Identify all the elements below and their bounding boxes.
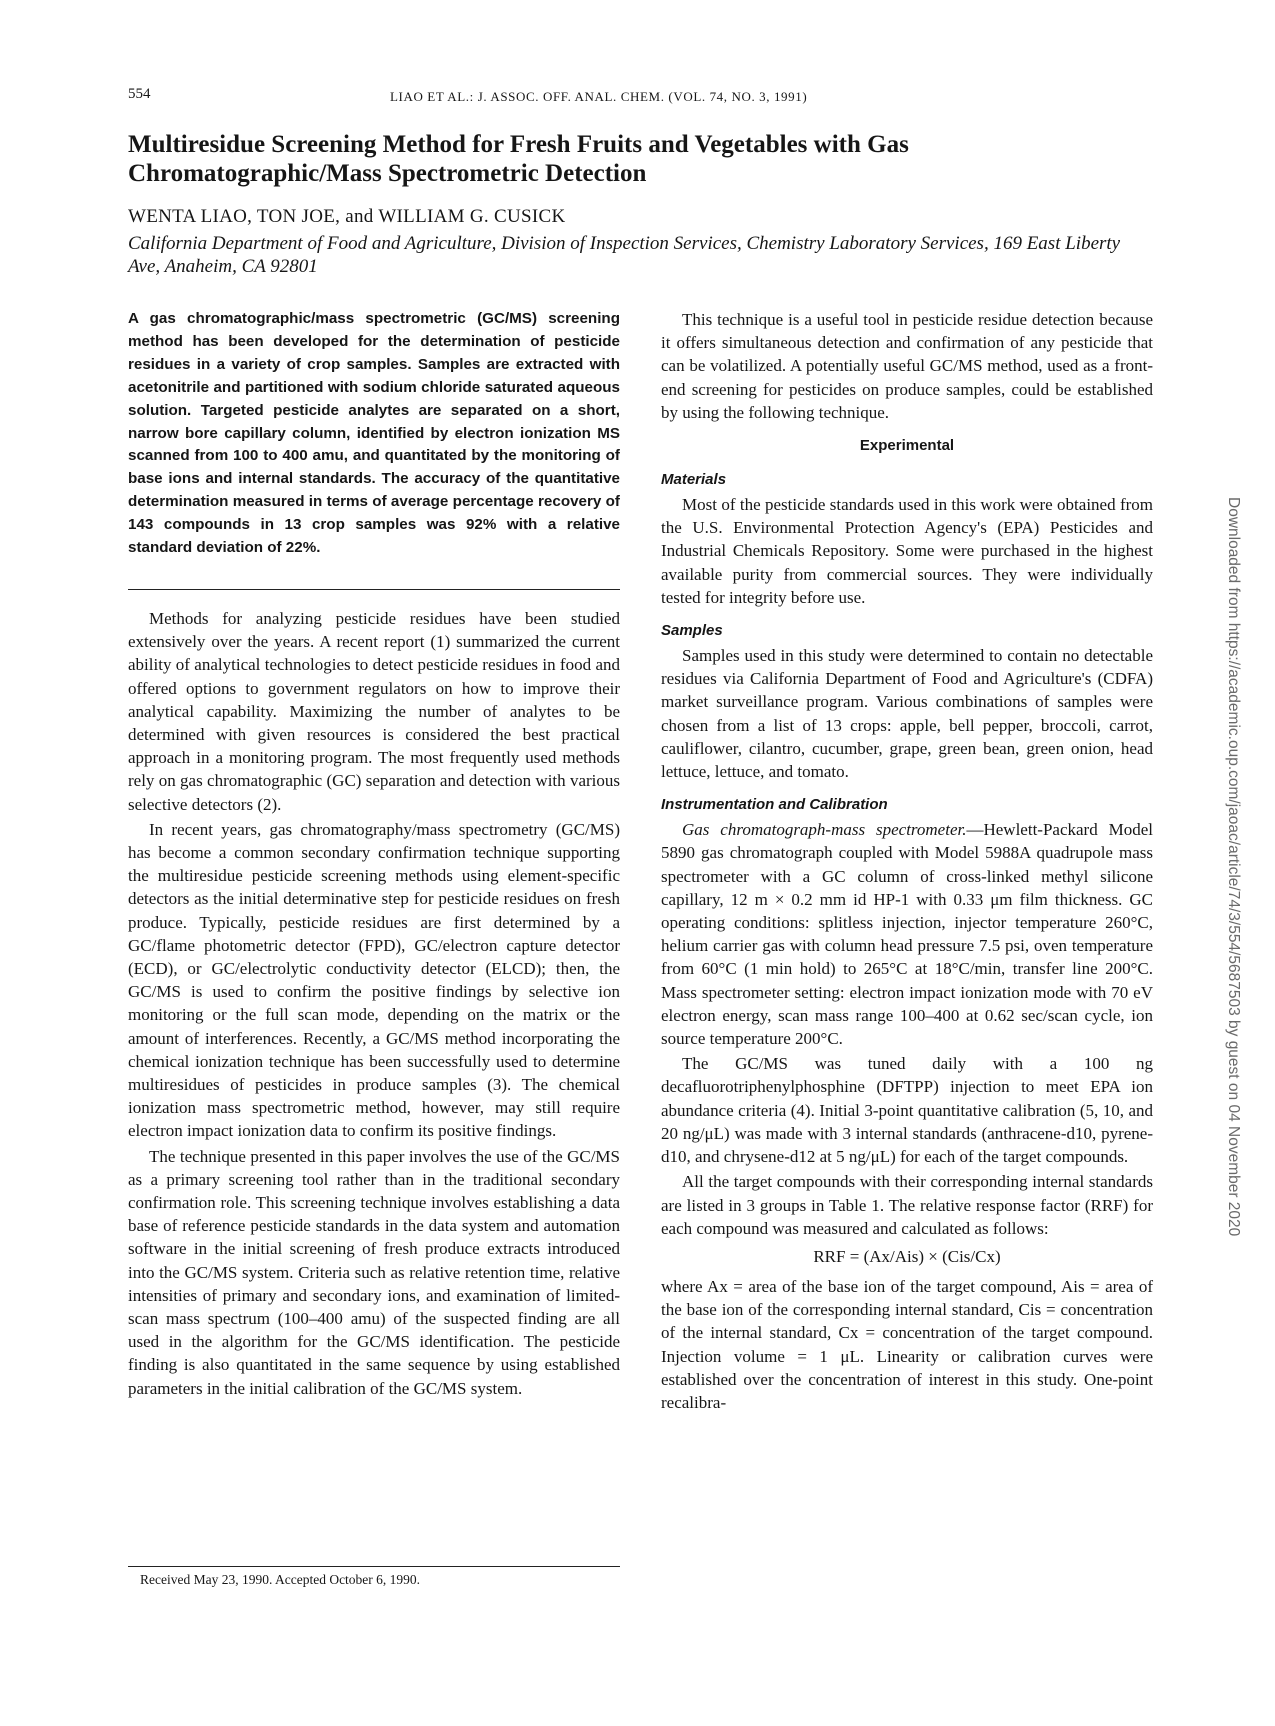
affiliation: California Department of Food and Agriculture, Division of Inspection Services, Chemistry Laboratory Services, 169 East Liberty Ave, Anaheim, CA 92801 (128, 233, 1121, 277)
intro-paragraph-1: Methods for analyzing pesticide residues have been studied extensively over the years. A recent report (1) summarized the current ability of analytical technologies to detect pesticide residues in food and offered options to government regulators on how to improve their analytical capability. Maximizing the number of analytes to be determined with given resources is considered the best practical approach in a monitoring program. The most frequently used methods rely on gas chromatographic (GC) separation and detection with various selective detectors (2). (128, 608, 620, 814)
instrumentation-text: —Hewlett-Packard Model 5890 gas chromatograph coupled with Model 5988A quadrupole mass spectrometer with a GC column of cross-linked methyl silicone capillary, 12 m × 0.2 mm id HP-1 with 0.33 μm film thickness. GC operating conditions: splitless injection, injector temperature 260°C, helium carrier gas with column head pressure 7.5 psi, oven temperature from 60°C (1 min hold) to 265°C at 18°C/min, transfer line 200°C. Mass spectrometer setting: electron impact ionization mode with 70 eV electron energy, scan mass range 100–400 at 0.62 sec/scan cycle, ion source temperature 200°C. (661, 820, 1153, 1049)
download-watermark (1225, 497, 1252, 1367)
page-number: 554 (128, 86, 151, 102)
samples-paragraph: Samples used in this study were determined to contain no detectable residues via California Department of Food and Agriculture's (CDFA) market surveillance program. Various combinations of samples were chosen from a list of 13 crops: apple, bell pepper, broccoli, carrot, cauliflower, cilantro, cucumber, grape, green bean, green onion, head lettuce, lettuce, and tomato. (661, 646, 1153, 782)
materials-heading: Materials (661, 471, 727, 489)
target-compounds-paragraph: All the target compounds with their corresponding internal standards are listed in 3 groups in Table 1. The relative response factor (RRF) for each compound was measured and calculated as follows: (661, 1172, 1153, 1238)
instrumentation-lead: Gas chromatograph-mass spectrometer. (682, 820, 967, 840)
intro-paragraph-3: The technique presented in this paper involves the use of the GC/MS as a primary screening tool rather than in the traditional secondary confirmation role. This screening technique involves establishing a data base of reference pesticide standards in the data system and automation software in the initial screening of fresh produce extracts introduced into the GC/MS system. Criteria such as relative retention time, relative intensities of primary and secondary ions, and examination of limited-scan mass spectrum (100–400 amu) of the suspected finding are all used in the algorithm for the GC/MS identification. The pesticide finding is also quantitated in the same sequence by using established parameters in the initial calibration of the GC/MS system. (128, 1146, 620, 1398)
download-watermark-text: Downloaded from https://academic.oup.com/jaoac/article/74/3/554/5687503 by guest on 04 November 2020 (1225, 497, 1242, 1237)
instrumentation-paragraph (661, 818, 1153, 1050)
tuning-paragraph: The GC/MS was tuned daily with a 100 ng decafluorotriphenylphosphine (DFTPP) injection to meet EPA ion abundance criteria (4). Initial 3-point quantitative calibration (5, 10, and 20 ng/μL) was made with 3 internal standards (anthracene-d10, pyrene-d10, and chrysene-d12 at 5 ng/μL) for each of the target compounds. (661, 1054, 1153, 1167)
intro-paragraph-2: In recent years, gas chromatography/mass spectrometry (GC/MS) has become a common secondary confirmation technique supporting the multiresidue pesticide screening methods using element-specific detectors as the initial determinative step for pesticide residues on fresh produce. Typically, pesticide residues are first determined by a GC/flame photometric detector (FPD), GC/electron capture detector (ECD), or GC/electrolytic conductivity detector (ELCD); then, the GC/MS is used to confirm the positive findings by selective ion monitoring or the full scan mode, depending on the matrix or the amount of interferences. Recently, a GC/MS method incorporating the chemical ionization technique has been successfully used to determine multiresidues of pesticides in produce samples (3). The chemical ionization mass spectrometric method, however, may still require electron impact ionization data to confirm its positive findings. (128, 819, 620, 1141)
where-paragraph: where Ax = area of the base ion of the target compound, Ais = area of the base ion of the corresponding internal standard, Cis = concentration of the internal standard, Cx = concentration of the target compound. Injection volume = 1 μL. Linearity or calibration curves were established over the concentration of interest in this study. One-point recalibra- (661, 1276, 1153, 1412)
instrumentation-heading: Instrumentation and Calibration (661, 796, 888, 814)
abstract-divider (128, 589, 620, 590)
abstract: A gas chromatographic/mass spectrometric (GC/MS) screening method has been developed for the determination of pesticide residues in a variety of crop samples. Samples are extracted with acetonitrile and partitioned with sodium chloride saturated aqueous solution. Targeted pesticide analytes are separated on a short, narrow bore capillary column, identified by electron ionization MS scanned from 100 to 400 amu, and quantitated by the monitoring of base ions and internal standards. The accuracy of the quantitative determination measured in terms of average percentage recovery of 143 compounds in 13 crop samples was 92% with a relative standard deviation of 22%. (128, 310, 620, 557)
received-footnote: Received May 23, 1990. Accepted October 6, 1990. (140, 1572, 421, 1587)
author-list: WENTA LIAO, TON JOE, and WILLIAM G. CUSICK (128, 206, 566, 227)
right-column (661, 308, 1153, 1414)
rrf-equation: RRF = (Ax/Ais) × (Cis/Cx) (813, 1246, 1001, 1266)
samples-heading: Samples (661, 622, 723, 640)
experimental-heading: Experimental (859, 437, 955, 455)
footnote-divider (128, 1566, 620, 1567)
intro-paragraph-4: This technique is a useful tool in pesticide residue detection because it offers simultaneous detection and confirmation of any pesticide that can be volatilized. A potentially useful GC/MS method, used as a front-end screening for pesticides on produce samples, could be established by using the following technique. (661, 310, 1153, 422)
running-head: LIAO ET AL.: J. ASSOC. OFF. ANAL. CHEM. (VOL. 74, NO. 3, 1991) (390, 89, 808, 104)
left-column (128, 308, 620, 1400)
materials-paragraph: Most of the pesticide standards used in this work were obtained from the U.S. Environmental Protection Agency's (EPA) Pesticides and Industrial Chemicals Repository. Some were purchased in the highest available purity from commercial sources. They were individually tested for integrity before use. (661, 495, 1153, 607)
article-title: Multiresidue Screening Method for Fresh Fruits and Vegetables with Gas Chromatographic/Mass Spectrometric Detection (128, 131, 909, 187)
